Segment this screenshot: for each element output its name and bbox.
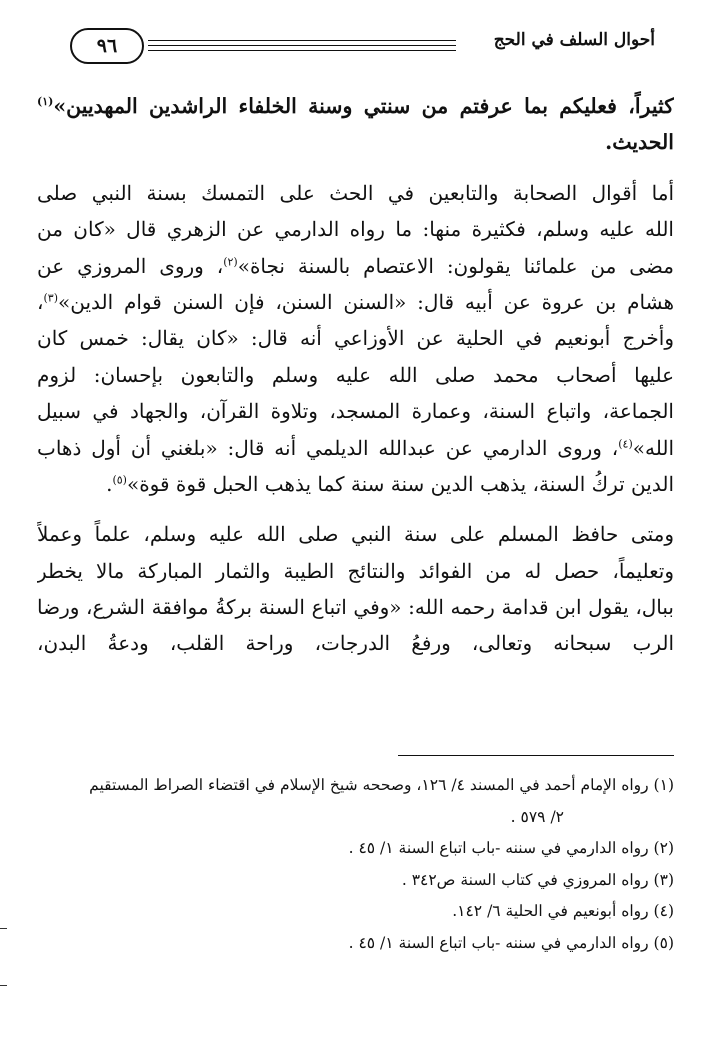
text-line — [37, 248, 674, 284]
body-text — [37, 88, 674, 662]
text-line — [37, 393, 674, 429]
footnotes — [37, 770, 674, 959]
text-line — [37, 430, 674, 466]
text-line — [37, 124, 674, 160]
footnote-line: ٢/ ٥٧٩ . — [510, 807, 564, 826]
line-text: هشام بن عروة عن أبيه قال: «السنن السنن، فإن السنن قوام الدين» — [57, 289, 674, 314]
line-text: ببال، يقول ابن قدامة رحمه الله: «وفي اتباع السنة بركةُ موافقة الشرع، ورضا — [37, 595, 674, 620]
text-line — [37, 320, 674, 356]
line-tail: ، — [37, 289, 44, 314]
paragraph-gap — [37, 502, 674, 516]
paragraph-gap — [37, 161, 674, 175]
line-text: وتعليماً، حصل له من الفوائد والنتائج الطيبة والثمار المباركة مالا يخطر — [37, 558, 674, 583]
footnote-line: (٤) رواه أبونعيم في الحلية ٦/ ١٤٢. — [452, 902, 674, 920]
footnote-ref: (٣) — [43, 291, 58, 305]
footnote-line: (٣) رواه المروزي في كتاب السنة ص٣٤٢ . — [401, 870, 674, 889]
margin-mark — [0, 928, 7, 929]
header-rule — [148, 40, 456, 41]
line-text: الدين تركُ السنة، يذهب الدين سنة سنة كما يذهب الحبل قوة قوة» — [126, 471, 674, 496]
line-text: مضى من علمائنا يقولون: الاعتصام بالسنة نجاة» — [237, 253, 674, 278]
footnote-line: (١) رواه الإمام أحمد في المسند ٤/ ١٢٦، وصححه شيخ الإسلام في اقتضاء الصراط المستقيم — [89, 776, 674, 794]
running-title: أحوال السلف في الحج — [493, 30, 655, 50]
footnote-ref: (٢) — [223, 254, 238, 268]
text-line — [37, 553, 674, 589]
footnote-divider — [398, 755, 674, 756]
footnote-ref: (١) — [37, 95, 54, 109]
text-line — [37, 516, 674, 552]
page-header — [55, 26, 655, 70]
line-text: ومتى حافظ المسلم على سنة النبي صلى الله عليه وسلم، علماً وعملاً — [37, 522, 674, 547]
header-rule — [148, 50, 456, 51]
margin-mark — [0, 985, 7, 986]
page-number: ٩٦ — [70, 28, 144, 64]
text-line — [37, 284, 674, 320]
line-tail: . — [106, 471, 113, 496]
footnote-line: (٥) رواه الدارمي في سننه -باب اتباع السنة ١/ ٤٥ . — [348, 933, 674, 952]
text-line — [37, 466, 674, 502]
line-text: الله عليه وسلم، فكثيرة منها: ما رواه الدارمي عن الزهري قال «كان من — [37, 217, 674, 242]
line-text: الجماعة، واتباع السنة، وعمارة المسجد، وتلاوة القرآن، والجهاد في سبيل — [37, 399, 674, 424]
footnote-ref: (٥) — [112, 473, 127, 487]
line-text: الرب سبحانه وتعالى، ورفعُ الدرجات، وراحة القلب، ودعةُ البدن، — [37, 631, 674, 656]
line-text: الله» — [632, 435, 674, 460]
header-rule — [148, 45, 456, 46]
line-text: الحديث. — [605, 130, 674, 155]
text-line — [37, 589, 674, 625]
text-line — [37, 625, 674, 661]
line-text: عليها أصحاب محمد صلى الله عليه وسلم والتابعون بإحسان: لزوم — [37, 362, 674, 387]
line-text: كثيراً، فعليكم بما عرفتم من سنتي وسنة الخلفاء الراشدين المهديين» — [53, 94, 674, 118]
footnote-line: (٢) رواه الدارمي في سننه -باب اتباع السنة ١/ ٤٥ . — [348, 839, 674, 857]
text-line — [37, 175, 674, 211]
line-tail: ، وروى المروزي عن — [37, 253, 224, 278]
text-line — [37, 211, 674, 247]
line-tail: ، وروى الدارمي عن عبدالله الديلمي أنه قال: «بلغني أن أول ذهاب — [37, 435, 619, 460]
text-line — [37, 357, 674, 393]
footnote-ref: (٤) — [618, 436, 633, 450]
line-text: أما أقوال الصحابة والتابعين في الحث على التمسك بسنة النبي صلى — [37, 180, 674, 205]
line-text: وأخرج أبونعيم في الحلية عن الأوزاعي أنه قال: «كان يقال: خمس كان — [37, 326, 674, 351]
text-line — [37, 88, 674, 124]
